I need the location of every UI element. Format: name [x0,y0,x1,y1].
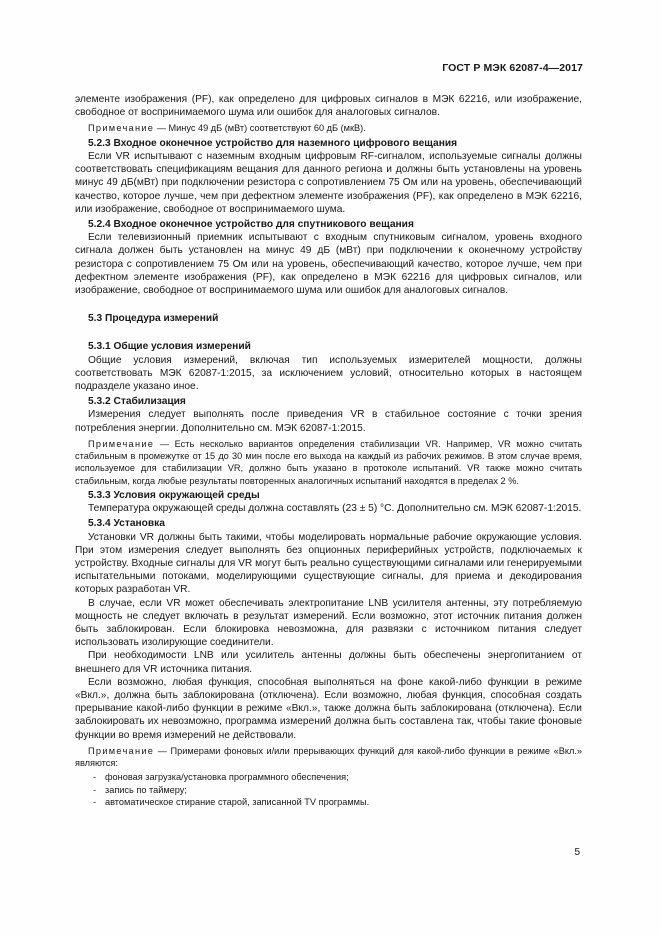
list-item [93,771,582,783]
dash-bullet: - [93,784,97,795]
section-heading: 5.2.4 Входное оконечное устройство для спутникового вещания [88,218,414,230]
dash-bullet: - [93,772,97,783]
paragraph: Установки VR должны быть такими, чтобы моделировать нормальные рабочие окружающие условия. При этом измерения следует выполнять без опционных периферийных устройств, подключаемых к устройству. Входные сигналы для VR могут быть реально существующими сигналами или генерируемыми испытательными потоками, моделирующими существующие сигналы, для приема и декодирования которых разработан VR. [75,531,582,596]
section-heading: 5.3.1 Общие условия измерений [88,341,251,353]
paragraph: Если возможно, любая функция, способная выполняться на фоне какой-либо функции в режиме «Вкл.», должна быть заблокирована (отключена). Если возможно, любая функция, способная создать прерывание какой-либо функции в режиме «Вкл.», также должна быть заблокирована (отключена). Если заблокировать их невозможно, программа измерений должна быть составлена так, чтобы такие фоновые функции во время измерений не действовали. [75,676,582,741]
note-text: — Примерами фоновых и/или прерывающих функций для какой-либо функции в режиме «Вкл.» являются: [75,745,582,769]
list-item-text: запись по таймеру; [105,784,187,795]
dash-bullet: - [93,797,97,807]
section-heading: 5.2.3 Входное оконечное устройство для наземного цифрового вещания [88,137,458,149]
paragraph: Измерения следует выполнять после приведения VR в стабильное состояние с точки зрения потребления энергии. Дополнительно см. МЭК 62087-1:2015. [75,409,582,434]
paragraph: Если VR испытывают с наземным входным цифровым RF-сигналом, используемые сигналы должны соответствовать спецификациям вещания для данного региона и должны быть установлены на уровень минус 49 дБ(мВт) при подключении резистора с сопротивлением 75 Ом или на уровень, обеспечивающий качество, которое лучше, чем при дефектном элементе изображения (PF), как определено в МЭК 62216, или изображение, свободное от воспринимаемого шума. [75,150,582,215]
note [75,122,582,134]
note-text: — Минус 49 дБ (мВт) соответствуют 60 дБ (мкВ). [156,123,366,134]
list-item-text: автоматическое стирание старой, записанной TV программы. [105,797,370,807]
note-label: Примечание [88,745,155,756]
page-number: 5 [574,847,580,858]
note-text: — Есть несколько вариантов определения стабилизации VR. Например, VR можно считать стабильным в промежутке от 15 до 30 мин после его выхода на каждый из рабочих режимов. В этом случае время, используемое для стабилизации VR, должно быть указано в протоколе испытаний. VR также можно считать стабильным, когда любые результаты повторенных аналогичных испытаний находятся в пределах 2 %. [75,438,582,486]
list-item [93,796,582,808]
note [75,745,582,770]
bullet-list [75,771,582,808]
paragraph: При необходимости LNB или усилитель антенны должны быть обеспечены энергопитанием от внешнего для VR источника питания. [75,650,582,675]
section-heading: 5.3.3 Условия окружающей среды [88,489,260,501]
paragraph: Общие условия измерений, включая тип используемых измерителей мощности, должны соответствовать МЭК 62087-1:2015, за исключением условий, относительно которых в настоящем подразделе указано иное. [75,354,582,392]
document-body [75,93,582,808]
list-item-text: фоновая загрузка/установка программного обеспечения; [105,772,349,783]
paragraph: В случае, если VR может обеспечивать электропитание LNB усилителя антенны, эту потребляемую мощность не следует включать в результат измерений. Если возможно, этот источник питания должен быть заблокирован. Если блокировка невозможна, для развязки с источником питания следует использовать изолирующие соединители. [75,597,582,649]
section-heading: 5.3.4 Установка [88,518,165,530]
note [75,438,582,487]
spacer [75,297,582,310]
page-header-doc-id: ГОСТ Р МЭК 62087-4—2017 [442,62,583,74]
list-item [93,784,582,796]
body-text: элементе изображения (PF), как определено для цифровых сигналов в МЭК 62216, или изображение, свободное от воспринимаемого шума или ошибок для аналоговых сигналов. [75,94,582,119]
spacer [75,325,582,338]
section-heading: 5.3.2 Стабилизация [88,396,186,408]
section-heading: 5.3 Процедура измерений [88,313,219,325]
note-label: Примечание [88,123,155,134]
paragraph: Если телевизионный приемник испытывают с входным спутниковым сигналом, уровень входного сигнала должен быть установлен на минус 49 дБ (мВт) при подключении к оконечному устройству резистора с сопротивлением 75 Ом или на уровень, обеспечивающий качество, которое лучше, чем при дефектном элементе изображения (PF), как определено в МЭК 62216 для цифровых сигналов, или изображение, свободное от воспринимаемого шума или ошибок для аналоговых сигналов. [75,232,582,296]
paragraph: Температура окружающей среды должна составлять (23 ± 5) °C. Дополнительно см. МЭК 62087-1:2015. [88,503,582,515]
note-label: Примечание [88,438,155,449]
